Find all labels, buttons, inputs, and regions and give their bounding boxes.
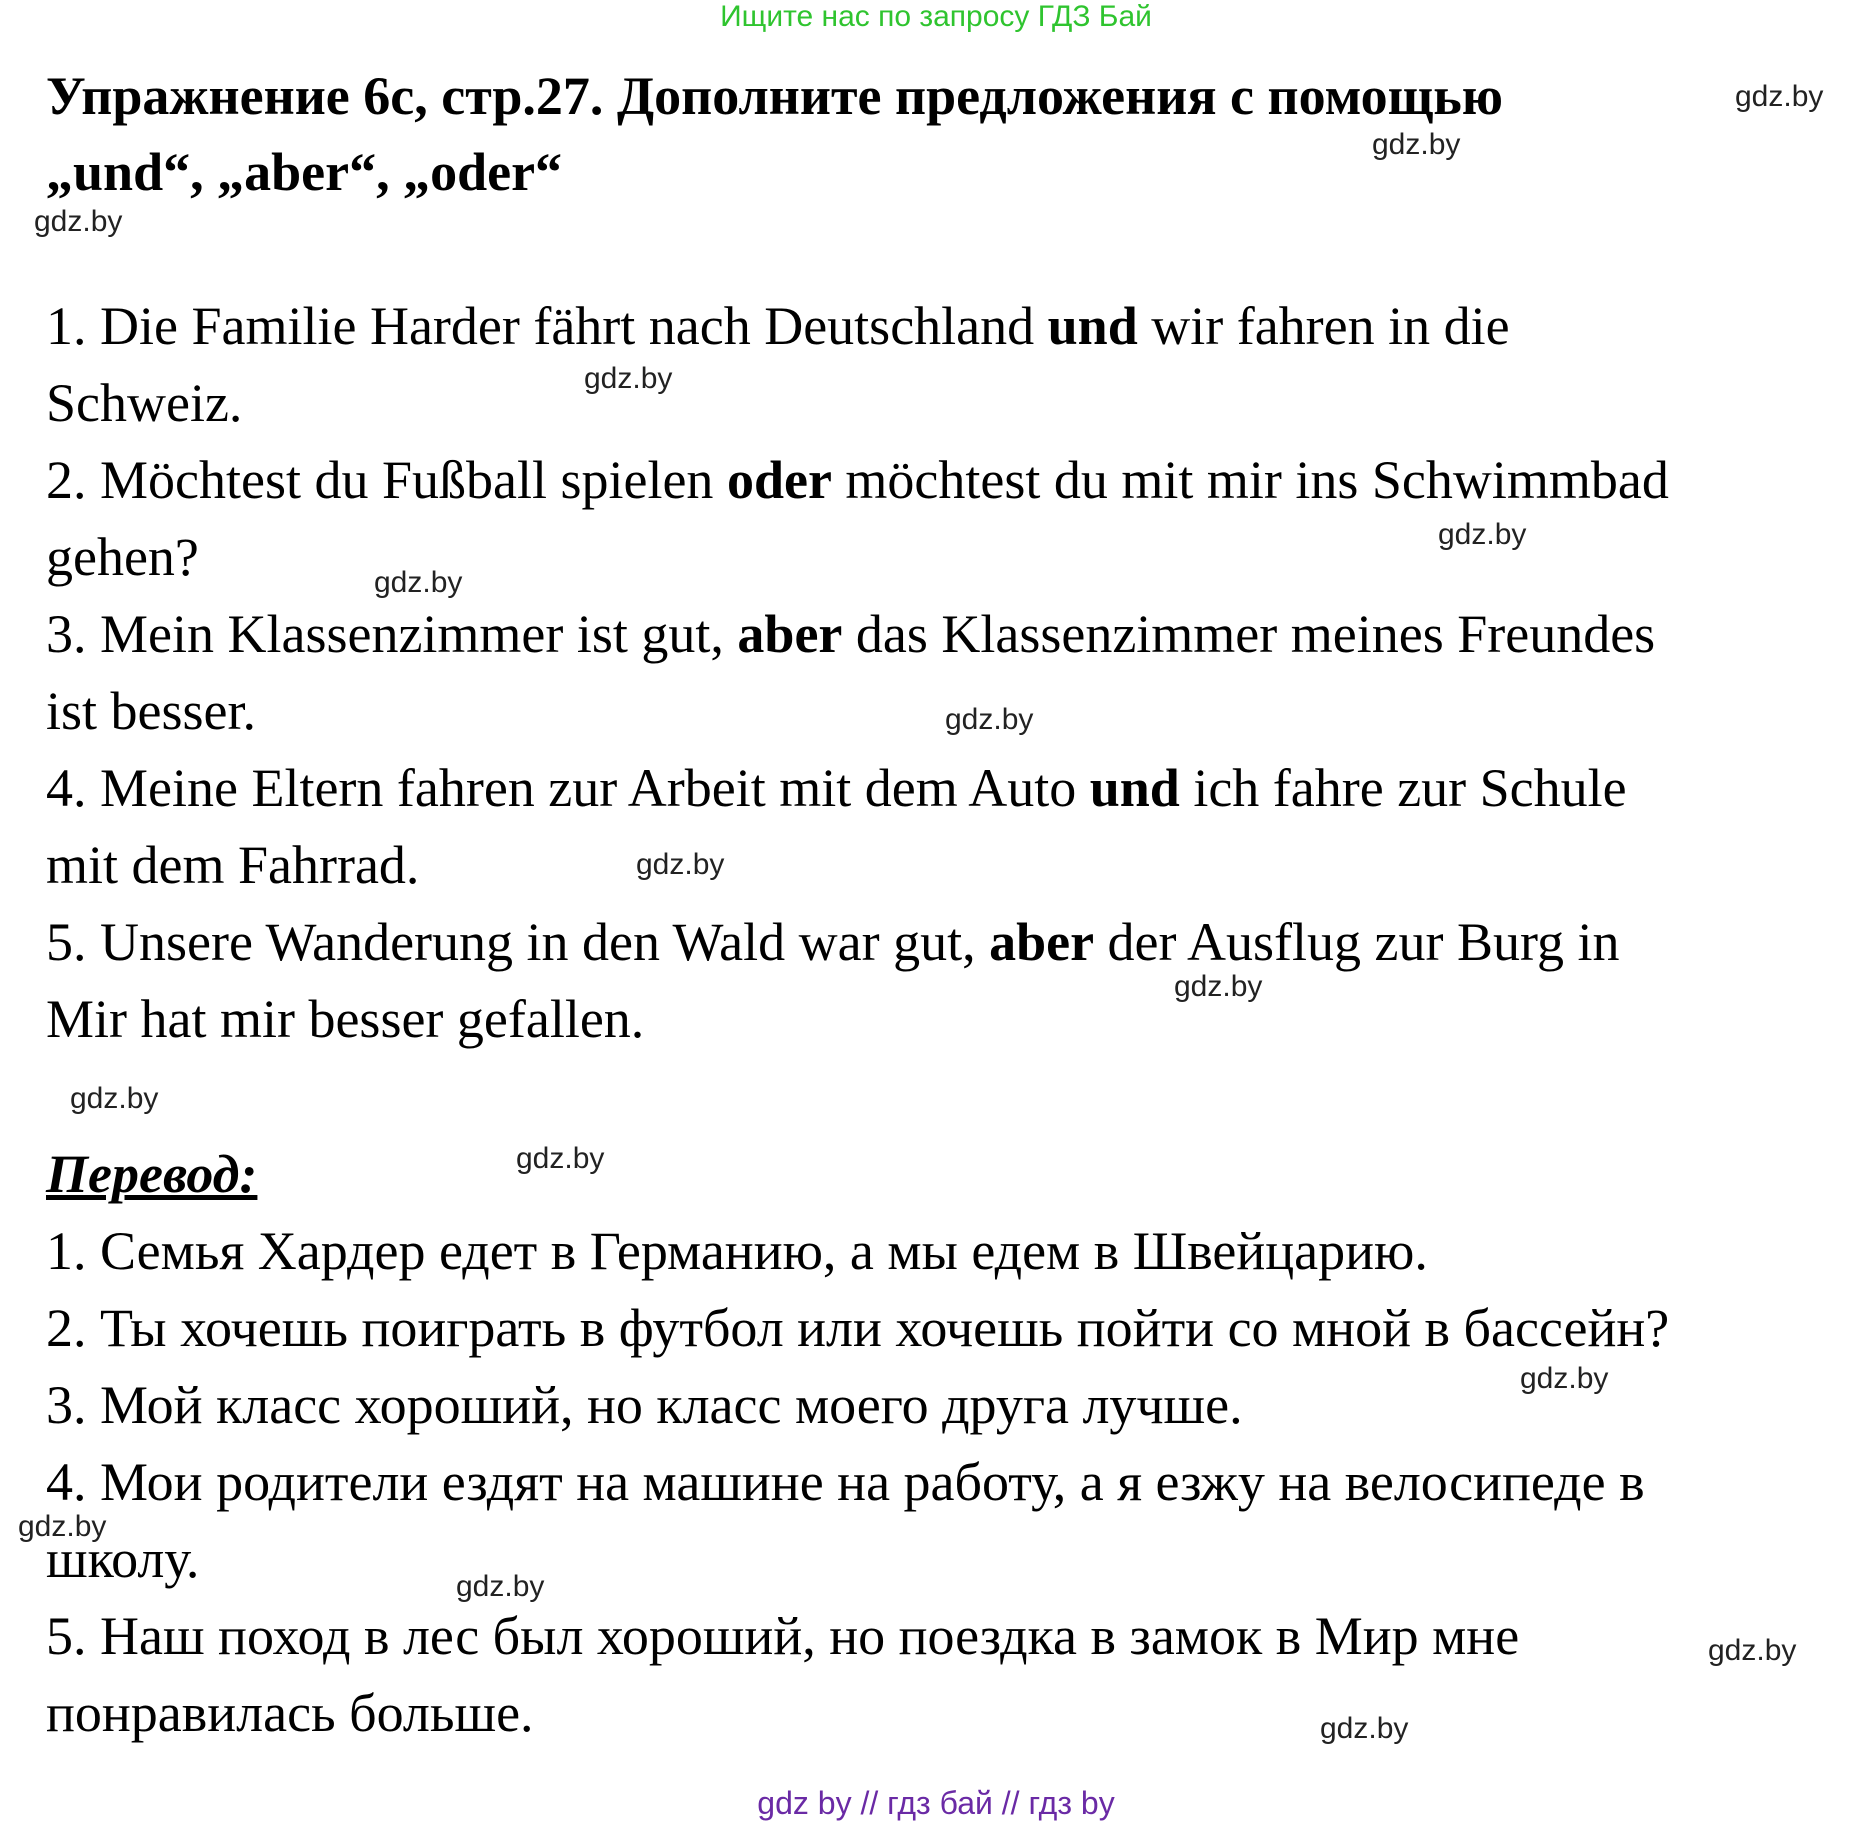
conjunction: aber	[989, 912, 1095, 972]
footer-links: gdz by // гдз бай // гдз by	[757, 1785, 1115, 1821]
watermark: gdz.by	[70, 1082, 159, 1115]
translation-line-3: 3. Мой класс хороший, но класс моего друга лучше.	[46, 1375, 1243, 1435]
sentence-5-line-2: Mir hat mir besser gefallen.	[46, 989, 645, 1049]
translation-heading: Перевод:	[46, 1144, 258, 1204]
title-rest: Дополните предложения с помощью	[603, 66, 1504, 126]
exercise-title	[46, 58, 1746, 210]
watermark: gdz.by	[636, 848, 725, 881]
sentence-1-line-2: Schweiz.	[46, 373, 243, 433]
sentence-2-line-2: gehen?	[46, 527, 199, 587]
translation-line-1: 1. Семья Хардер едет в Германию, а мы едем в Швейцарию.	[46, 1221, 1428, 1281]
translation-line-4: 4. Мои родители ездят на машине на работу, а я езжу на велосипеде в	[46, 1452, 1645, 1512]
watermark: gdz.by	[1320, 1712, 1409, 1745]
sentence-5-line-1: 5. Unsere Wanderung in den Wald war gut, aber der Ausflug zur Burg in	[46, 912, 1620, 972]
conjunction: und	[1089, 758, 1180, 818]
sentence-3-line-2: ist besser.	[46, 681, 256, 741]
watermark: gdz.by	[516, 1142, 605, 1175]
sentence-4-line-1: 4. Meine Eltern fahren zur Arbeit mit dem Auto und ich fahre zur Schule	[46, 758, 1627, 818]
sentence-3-line-1: 3. Mein Klassenzimmer ist gut, aber das Klassenzimmer meines Freundes	[46, 604, 1656, 664]
top-banner: Ищите нас по запросу ГДЗ Бай	[720, 0, 1152, 33]
watermark: gdz.by	[1520, 1362, 1609, 1395]
translation-line-5: школу.	[46, 1529, 200, 1589]
watermark: gdz.by	[456, 1570, 545, 1603]
conjunction: aber	[737, 604, 843, 664]
translation-line-7: понравилась больше.	[46, 1683, 534, 1743]
translation-line-2: 2. Ты хочешь поиграть в футбол или хочешь пойти со мной в бассейн?	[46, 1298, 1670, 1358]
title-line2: „und“, „aber“, „oder“	[46, 142, 563, 202]
watermark: gdz.by	[34, 205, 123, 238]
translation-line-6: 5. Наш поход в лес был хороший, но поездка в замок в Мир мне	[46, 1606, 1520, 1666]
watermark: gdz.by	[945, 703, 1034, 736]
watermark: gdz.by	[18, 1510, 107, 1543]
conjunction: und	[1047, 296, 1138, 356]
watermark: gdz.by	[1735, 80, 1824, 113]
watermark: gdz.by	[1708, 1634, 1797, 1667]
conjunction: oder	[726, 450, 832, 510]
watermark: gdz.by	[1174, 970, 1263, 1003]
sentence-2-line-1: 2. Möchtest du Fußball spielen oder möchtest du mit mir ins Schwimmbad	[46, 450, 1669, 510]
sentence-1-line-1: 1. Die Familie Harder fährt nach Deutschland und wir fahren in die	[46, 296, 1510, 356]
watermark: gdz.by	[1372, 128, 1461, 161]
sentence-4-line-2: mit dem Fahrrad.	[46, 835, 420, 895]
watermark: gdz.by	[584, 362, 673, 395]
title-lead: Упражнение 6с, стр.27.	[46, 66, 604, 126]
watermark: gdz.by	[374, 566, 463, 599]
watermark: gdz.by	[1438, 518, 1527, 551]
